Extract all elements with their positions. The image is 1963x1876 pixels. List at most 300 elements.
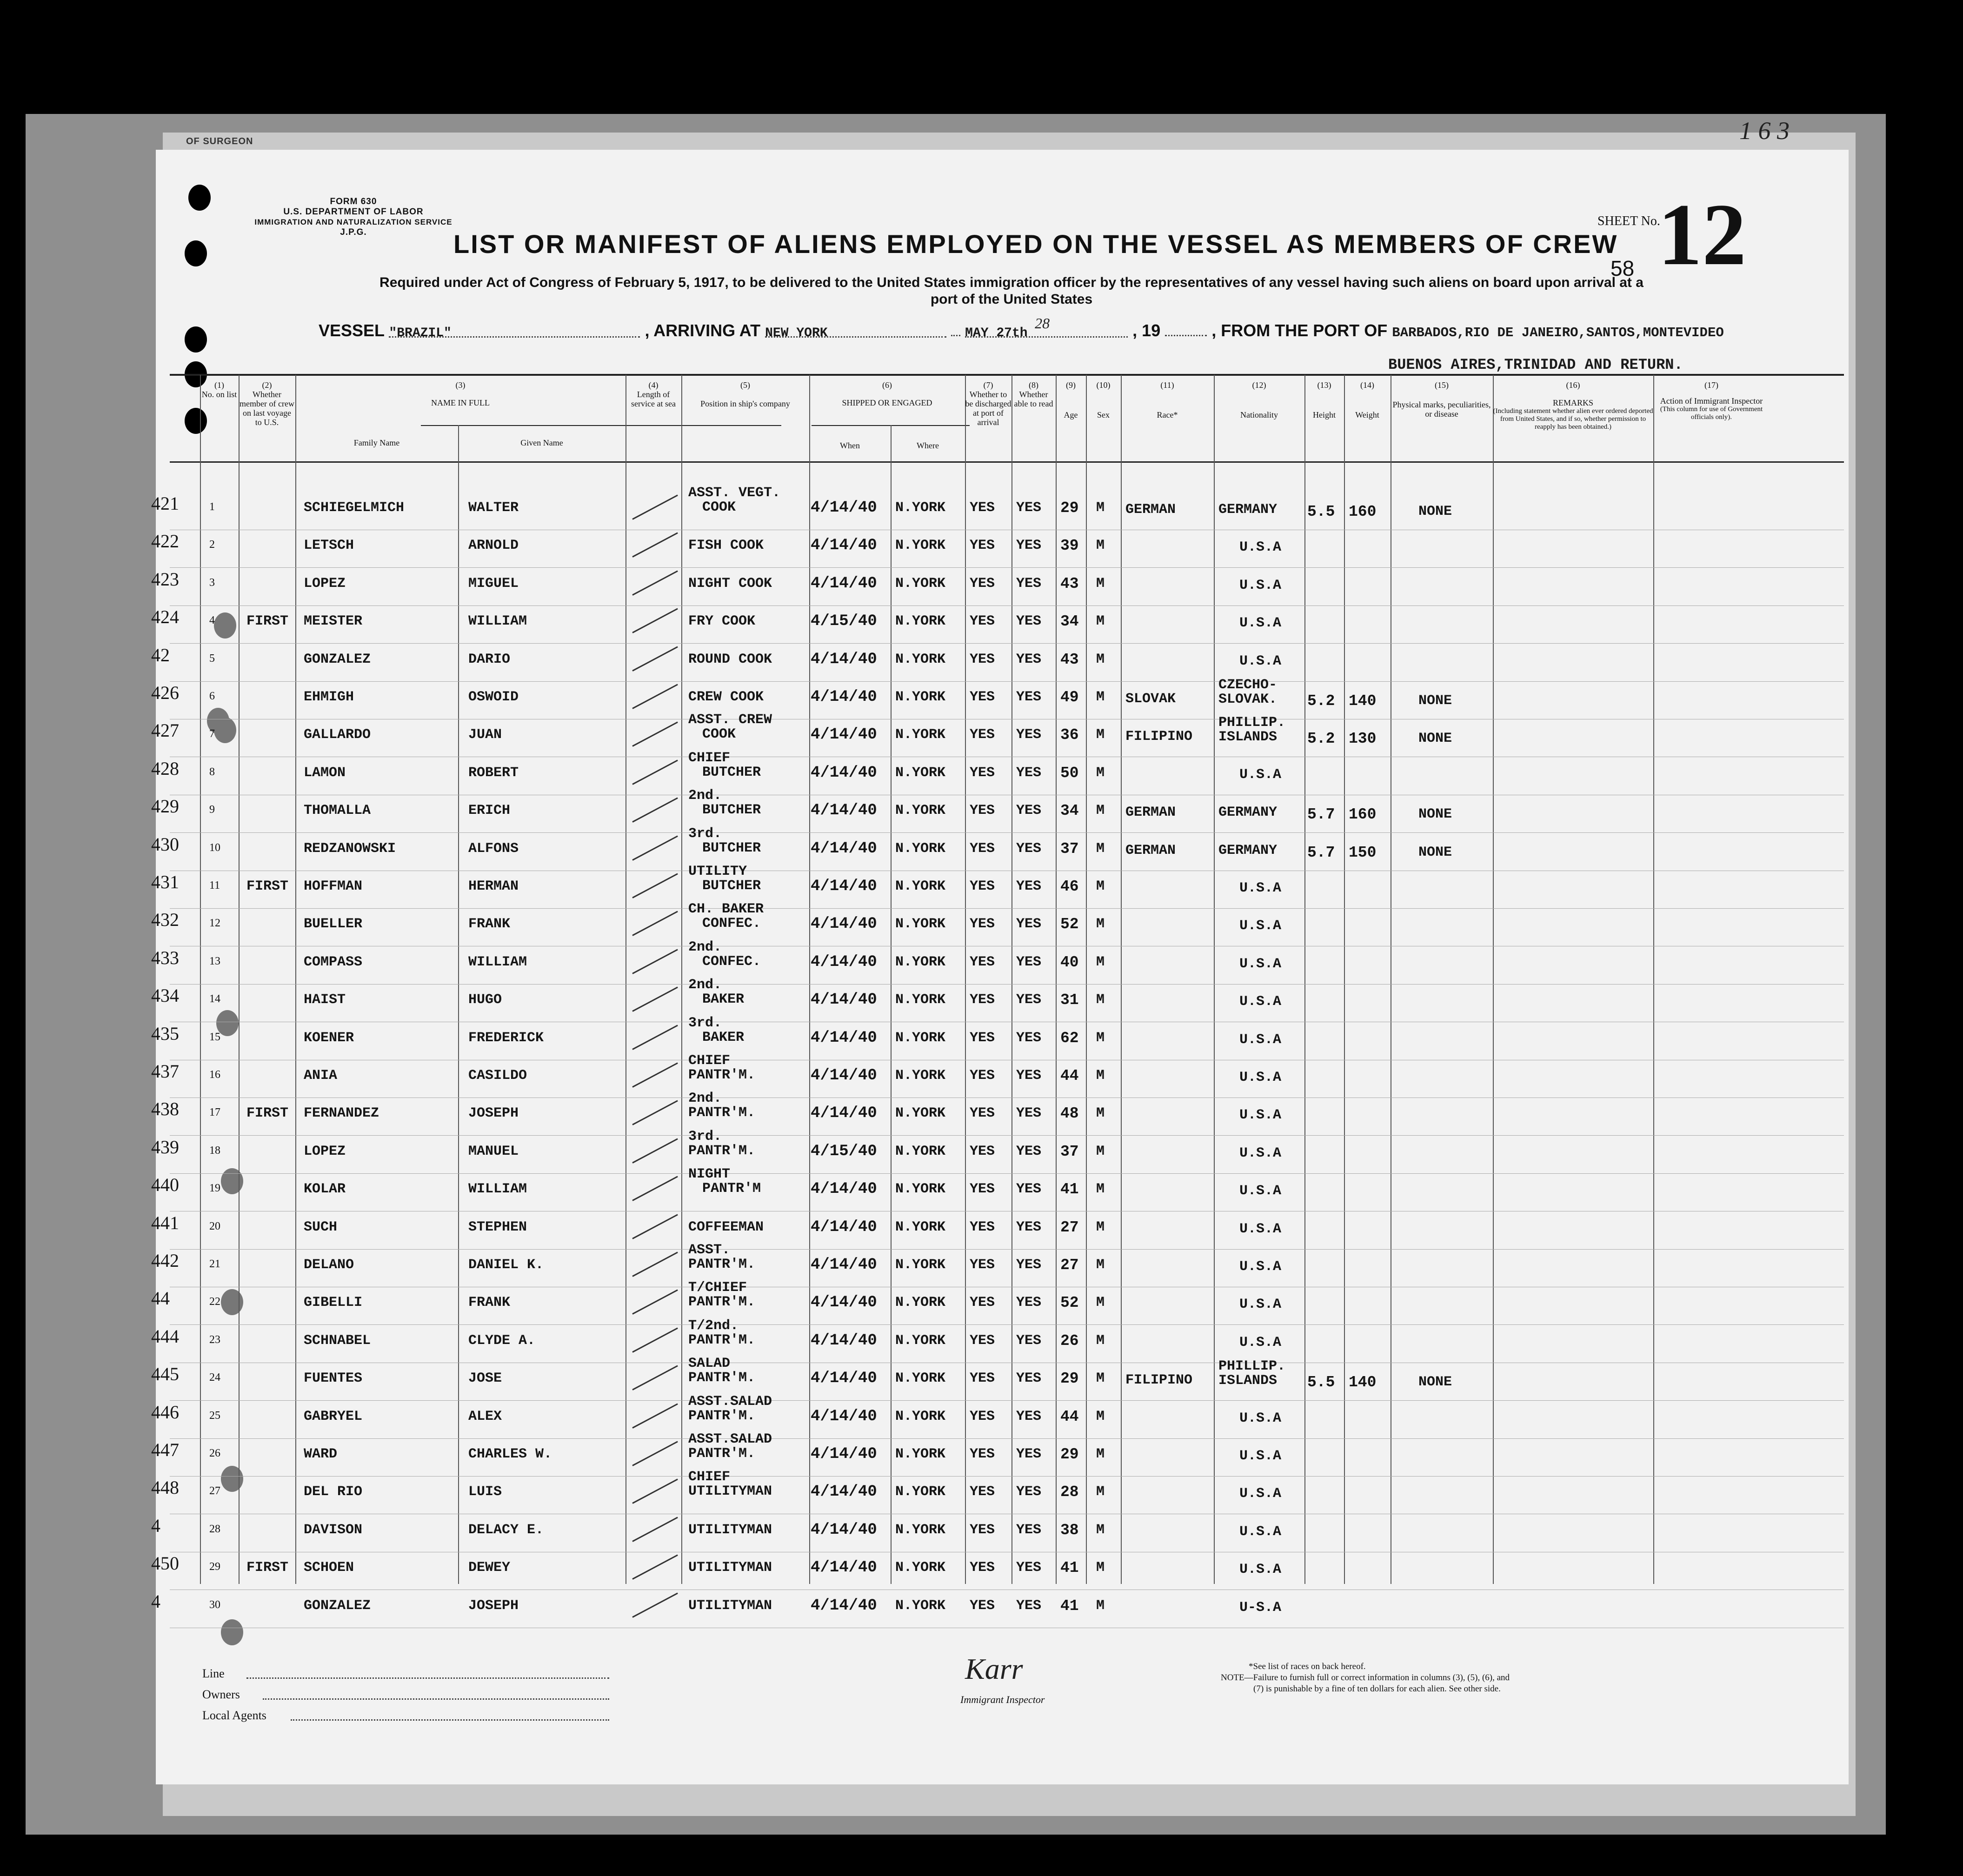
check-mark (632, 1138, 678, 1163)
shipped-where-cell: N.YORK (895, 1446, 946, 1462)
date-correction: 28 (1035, 315, 1050, 332)
discharged-cell: YES (970, 954, 995, 970)
able-to-read-cell: YES (1016, 538, 1042, 554)
able-to-read-cell: YES (1016, 689, 1042, 705)
form-initials: J.P.G. (340, 227, 367, 237)
shipped-when-cell: 4/14/40 (811, 764, 877, 782)
nationality-cell: GERMANY (1218, 842, 1278, 858)
shipped-when-cell: 4/14/40 (811, 802, 877, 820)
given-name-cell: MIGUEL (468, 575, 519, 592)
discharged-cell: YES (970, 651, 995, 667)
discharged-cell: YES (970, 1560, 995, 1576)
discharged-cell: YES (970, 765, 995, 781)
column-rule (1304, 375, 1305, 1584)
position-cell: BUTCHER (702, 878, 761, 894)
able-to-read-cell: YES (1016, 765, 1042, 781)
shipped-when-cell: 4/14/40 (811, 915, 877, 933)
position-cell: CHIEF (688, 1469, 731, 1485)
position-cell: UTILITY (688, 864, 747, 879)
position-cell: NIGHT (688, 1166, 731, 1183)
from-ports-line-2: BUENOS AIRES,TRINIDAD AND RETURN. (1388, 356, 1683, 373)
able-to-read-cell: YES (1016, 1408, 1042, 1424)
family-name-cell: DELANO (304, 1257, 354, 1273)
shipped-when-cell: 4/14/40 (811, 1294, 877, 1312)
nationality-cell: U.S.A (1239, 1070, 1282, 1085)
row-number: 20 (209, 1220, 220, 1232)
shipped-when-cell: 4/14/40 (811, 1407, 877, 1425)
given-name-cell: STEPHEN (468, 1219, 527, 1235)
position-cell: PANTR'M. (688, 1332, 756, 1348)
row-number: 27 (209, 1485, 220, 1497)
col-16-header: (16) REMARKS (Including statement whether alien ever ordered deported from United States, and if so, whether permission to reapply has been obtained.) (1493, 380, 1653, 431)
race-cell: GERMAN (1125, 502, 1176, 518)
given-name-cell: WALTER (468, 500, 519, 516)
race-cell: GERMAN (1125, 842, 1176, 858)
discharged-cell: YES (970, 992, 995, 1008)
check-mark (632, 1403, 678, 1428)
shipped-where-cell: N.YORK (895, 1408, 946, 1424)
position-cell: COOK (702, 499, 736, 515)
given-name-cell: JOSEPH (468, 1105, 519, 1122)
position-cell: COOK (702, 726, 736, 743)
top-edge-text: OF SURGEON (186, 136, 253, 146)
height-cell: 5.2 (1307, 730, 1335, 748)
weight-cell: 140 (1349, 692, 1377, 710)
discharged-cell: YES (970, 1219, 995, 1235)
shipped-when-cell: 4/14/40 (811, 726, 877, 744)
manifest-sheet (151, 150, 1849, 1784)
check-mark (632, 987, 678, 1012)
able-to-read-cell: YES (1016, 1560, 1042, 1576)
age-cell: 46 (1060, 878, 1079, 895)
shipped-where-cell: N.YORK (895, 613, 946, 630)
row-rule (170, 567, 1844, 568)
check-mark (632, 608, 678, 633)
discharged-cell: YES (970, 1597, 995, 1614)
family-name-cell: REDZANOWSKI (304, 840, 396, 857)
column-rule (458, 425, 459, 1584)
nationality-cell: ISLANDS (1218, 1373, 1278, 1389)
arrival-date (965, 315, 1128, 340)
check-mark (632, 1555, 678, 1580)
vessel-name: "BRAZIL" (389, 326, 640, 338)
nationality-cell: U.S.A (1239, 880, 1282, 896)
margin-line-number: 435 (151, 1023, 179, 1044)
check-mark (632, 722, 678, 747)
family-name-cell: EHMIGH (304, 689, 354, 705)
position-cell: PANTR'M. (688, 1294, 756, 1311)
vessel-label: VESSEL (319, 321, 385, 340)
shipped-where-cell: N.YORK (895, 1597, 946, 1614)
position-cell: 2nd. (688, 788, 722, 804)
age-cell: 41 (1060, 1597, 1079, 1615)
discharged-cell: YES (970, 575, 995, 592)
weight-cell: 150 (1349, 844, 1377, 861)
margin-line-number: 427 (151, 720, 179, 741)
given-name-cell: WILLIAM (468, 1181, 527, 1197)
nationality-cell: SLOVAK. (1218, 692, 1278, 707)
family-name-cell: DAVISON (304, 1522, 363, 1538)
family-name-cell: HAIST (304, 992, 346, 1008)
nationality-cell: U.S.A (1239, 918, 1282, 934)
given-name-cell: CASILDO (468, 1068, 527, 1084)
position-cell: ASST.SALAD (688, 1431, 772, 1447)
col-3-header: (3) NAME IN FULL (431, 380, 490, 407)
shipped-where-cell: N.YORK (895, 1030, 946, 1046)
age-cell: 52 (1060, 1294, 1079, 1312)
age-cell: 28 (1060, 1484, 1079, 1501)
last-voyage-cell: FIRST (246, 613, 289, 630)
given-name-cell: FREDERICK (468, 1030, 544, 1046)
age-cell: 37 (1060, 1143, 1079, 1160)
able-to-read-cell: YES (1016, 1597, 1042, 1614)
age-cell: 40 (1060, 953, 1079, 971)
col-1-header: (1) No. on list (201, 380, 237, 399)
shipped-when-cell: 4/14/40 (811, 991, 877, 1009)
shipped-when-cell: 4/14/40 (811, 953, 877, 971)
position-cell: COFFEEMAN (688, 1219, 764, 1235)
weight-cell: 140 (1349, 1374, 1377, 1391)
position-cell: ROUND COOK (688, 651, 772, 667)
age-cell: 44 (1060, 1408, 1079, 1425)
last-voyage-cell: FIRST (246, 1105, 289, 1122)
margin-line-number: 4 (151, 1590, 160, 1612)
race-cell: GERMAN (1125, 805, 1176, 821)
row-number: 10 (209, 841, 220, 854)
margin-line-number: 441 (151, 1212, 179, 1233)
discharged-cell: YES (970, 1484, 995, 1500)
row-number: 15 (209, 1031, 220, 1043)
row-rule (170, 1476, 1844, 1477)
sex-cell: M (1096, 878, 1105, 894)
row-number: 14 (209, 993, 220, 1005)
row-rule (170, 1135, 1844, 1136)
when-header: When (840, 441, 860, 450)
position-cell: 3rd. (688, 1128, 722, 1144)
position-cell: UTILITYMAN (688, 1597, 772, 1614)
family-name-cell: COMPASS (304, 954, 363, 970)
line-field (246, 1677, 609, 1679)
col-12-header: (12) Nationality (1240, 380, 1278, 419)
shipped-when-cell: 4/14/40 (811, 537, 877, 555)
inspector-label: Immigrant Inspector (960, 1694, 1045, 1705)
able-to-read-cell: YES (1016, 1446, 1042, 1462)
row-number: 22 (209, 1296, 220, 1308)
age-cell: 29 (1060, 499, 1079, 517)
col-13-header: (13) Height (1313, 380, 1336, 419)
nationality-cell: U.S.A (1239, 1259, 1282, 1275)
family-name-cell: MEISTER (304, 613, 363, 630)
position-cell: 2nd. (688, 1091, 722, 1107)
row-rule (170, 643, 1844, 644)
position-cell: 3rd. (688, 1015, 722, 1031)
row-rule (170, 1173, 1844, 1174)
family-name-cell: BUELLER (304, 916, 363, 932)
check-mark (632, 646, 678, 671)
family-name-cell: GONZALEZ (304, 651, 371, 667)
punch-hole (214, 612, 236, 639)
check-mark (632, 1176, 678, 1201)
row-number: 3 (209, 576, 215, 589)
service-name: IMMIGRATION AND NATURALIZATION SERVICE (254, 218, 452, 226)
nationality-cell: U.S.A (1239, 1562, 1282, 1578)
col-7-header: (7) Whether to be discharged at port of arrival (965, 380, 1011, 427)
col-4-header: (4) Length of service at sea (631, 380, 676, 408)
check-mark (632, 1592, 678, 1617)
weight-cell: 160 (1349, 806, 1377, 824)
punch-hole (214, 717, 236, 743)
sex-cell: M (1096, 1332, 1105, 1349)
shipped-when-cell: 4/14/40 (811, 1218, 877, 1236)
nationality-cell: U.S.A (1239, 994, 1282, 1010)
punch-hole (221, 1168, 243, 1194)
nationality-cell: U.S.A (1239, 1486, 1282, 1502)
shipped-when-cell: 4/14/40 (811, 650, 877, 668)
handwritten-number: 58 (1610, 256, 1635, 280)
age-cell: 27 (1060, 1218, 1079, 1236)
position-cell: PANTR'M. (688, 1257, 756, 1272)
margin-line-number: 448 (151, 1477, 179, 1498)
column-rule (1086, 375, 1087, 1584)
position-cell: T/2nd. (688, 1317, 739, 1334)
nationality-cell: U.S.A (1239, 1145, 1282, 1161)
shipped-when-cell: 4/15/40 (811, 1142, 877, 1160)
nationality-cell: U.S.A (1239, 1183, 1282, 1199)
position-cell: BAKER (702, 1029, 745, 1045)
col-2-header: (2) Whether member of crew on last voyage to U.S. (240, 380, 294, 427)
position-cell: ASST.SALAD (688, 1393, 772, 1410)
given-name-cell: HERMAN (468, 878, 519, 894)
height-cell: 5.2 (1307, 692, 1335, 710)
given-name-cell: DELACY E. (468, 1522, 544, 1538)
column-rule (1344, 375, 1345, 1584)
sex-cell: M (1096, 1522, 1105, 1538)
discharged-cell: YES (970, 500, 995, 516)
age-cell: 49 (1060, 689, 1079, 706)
position-cell: CREW COOK (688, 689, 764, 705)
margin-line-number: 430 (151, 833, 179, 855)
margin-line-number: 44 (151, 1288, 170, 1309)
family-name-cell: FERNANDEZ (304, 1105, 379, 1122)
given-name-cell: ROBERT (468, 765, 519, 781)
age-cell: 41 (1060, 1559, 1079, 1577)
shipped-where-cell: N.YORK (895, 689, 946, 705)
given-name-cell: CLYDE A. (468, 1332, 536, 1349)
nationality-cell: U.S.A (1239, 766, 1282, 783)
sex-cell: M (1096, 613, 1105, 630)
discharged-cell: YES (970, 689, 995, 705)
able-to-read-cell: YES (1016, 1370, 1042, 1387)
family-name-cell: FUENTES (304, 1370, 363, 1387)
punch-hole (221, 1289, 243, 1315)
position-cell: CHIEF (688, 750, 731, 766)
punch-hole (221, 1466, 243, 1492)
position-cell: CONFEC. (702, 953, 761, 970)
position-cell: BUTCHER (702, 764, 761, 780)
where-header: Where (917, 441, 939, 450)
shipped-where-cell: N.YORK (895, 500, 946, 516)
family-name-cell: SUCH (304, 1219, 338, 1235)
family-name-cell: LOPEZ (304, 1143, 346, 1159)
height-cell: 5.7 (1307, 844, 1335, 861)
given-name-cell: ARNOLD (468, 538, 519, 554)
sex-cell: M (1096, 1068, 1105, 1084)
row-rule (170, 1324, 1844, 1325)
shipped-when-cell: 4/14/40 (811, 1445, 877, 1463)
row-number: 4 (209, 614, 215, 627)
position-cell: FRY COOK (688, 613, 756, 630)
position-cell: PANTR'M. (688, 1370, 756, 1386)
row-number: 21 (209, 1258, 220, 1270)
shipped-when-cell: 4/14/40 (811, 1521, 877, 1539)
shipped-when-cell: 4/14/40 (811, 1559, 877, 1577)
column-rule (239, 375, 240, 1584)
able-to-read-cell: YES (1016, 575, 1042, 592)
given-name-cell: WILLIAM (468, 613, 527, 630)
punch-hole (185, 326, 207, 353)
page-title: LIST OR MANIFEST OF ALIENS EMPLOYED ON THE VESSEL AS MEMBERS OF CREW (453, 229, 1618, 259)
position-cell: NIGHT COOK (688, 575, 772, 592)
margin-line-number: 422 (151, 531, 179, 552)
check-mark (632, 1365, 678, 1390)
position-cell: SALAD (688, 1356, 731, 1372)
shipped-where-cell: N.YORK (895, 727, 946, 743)
able-to-read-cell: YES (1016, 651, 1042, 667)
shipped-where-cell: N.YORK (895, 992, 946, 1008)
family-name-cell: GIBELLI (304, 1295, 363, 1311)
shipped-where-cell: N.YORK (895, 1143, 946, 1159)
column-rule (295, 375, 296, 1584)
shipped-when-cell: 4/14/40 (811, 1067, 877, 1084)
position-cell: 2nd. (688, 939, 722, 955)
margin-line-number: 4 (151, 1515, 160, 1536)
position-cell: CONFEC. (702, 916, 761, 932)
family-name-cell: LOPEZ (304, 575, 346, 592)
height-cell: 5.5 (1307, 1374, 1335, 1391)
position-cell: PANTR'M. (688, 1143, 756, 1159)
margin-line-number: 428 (151, 758, 179, 779)
sex-cell: M (1096, 803, 1105, 819)
shipped-when-cell: 4/14/40 (811, 1029, 877, 1047)
punch-hole (221, 1619, 243, 1645)
race-cell: FILIPINO (1125, 1372, 1193, 1389)
shipped-where-cell: N.YORK (895, 651, 946, 667)
sex-cell: M (1096, 1370, 1105, 1387)
able-to-read-cell: YES (1016, 916, 1042, 932)
family-name-cell: DEL RIO (304, 1484, 363, 1500)
age-cell: 31 (1060, 991, 1079, 1009)
check-mark (632, 759, 678, 785)
age-cell: 48 (1060, 1105, 1079, 1123)
check-mark (632, 911, 678, 936)
age-cell: 34 (1060, 802, 1079, 820)
sex-cell: M (1096, 1181, 1105, 1197)
age-cell: 39 (1060, 537, 1079, 555)
position-cell: UTILITYMAN (688, 1560, 772, 1576)
age-cell: 34 (1060, 613, 1079, 631)
sex-cell: M (1096, 651, 1105, 667)
check-mark (632, 1479, 678, 1504)
margin-line-number: 421 (151, 493, 179, 514)
physical-marks-cell: NONE (1418, 1374, 1452, 1390)
given-name-header: Given Name (520, 438, 563, 447)
row-rule (170, 1400, 1844, 1401)
margin-line-number: 423 (151, 568, 179, 590)
able-to-read-cell: YES (1016, 1484, 1042, 1500)
col-5-header: (5) Position in ship's company (700, 380, 790, 408)
check-mark (632, 1327, 678, 1352)
col-10-header: (10) Sex (1096, 380, 1111, 419)
given-name-cell: ALFONS (468, 840, 519, 857)
margin-line-number: 438 (151, 1098, 179, 1120)
arriving-label: , ARRIVING AT (645, 321, 761, 340)
col-9-header: (9) Age (1064, 380, 1078, 419)
sex-cell: M (1096, 689, 1105, 705)
check-mark (632, 798, 678, 823)
given-name-cell: ALEX (468, 1408, 502, 1424)
age-cell: 29 (1060, 1446, 1079, 1463)
nationality-cell: U.S.A (1239, 577, 1282, 593)
nationality-cell: U.S.A (1239, 1107, 1282, 1124)
margin-line-number: 429 (151, 796, 179, 817)
race-note: *See list of races on back hereof. (1249, 1662, 1366, 1671)
position-cell: ASST. CREW (688, 712, 772, 728)
shipped-when-cell: 4/14/40 (811, 574, 877, 592)
given-name-cell: LUIS (468, 1484, 502, 1500)
physical-marks-cell: NONE (1418, 504, 1452, 519)
discharged-cell: YES (970, 1181, 995, 1197)
discharged-cell: YES (970, 1446, 995, 1462)
age-cell: 44 (1060, 1067, 1079, 1084)
able-to-read-cell: YES (1016, 1522, 1042, 1538)
department-name: U.S. DEPARTMENT OF LABOR (283, 207, 424, 217)
row-rule (170, 1438, 1844, 1439)
age-cell: 26 (1060, 1332, 1079, 1350)
shipped-where-cell: N.YORK (895, 1332, 946, 1349)
nationality-cell: U.S.A (1239, 1221, 1282, 1237)
nationality-cell: CZECHO- (1218, 677, 1278, 693)
given-name-cell: OSWOID (468, 689, 519, 705)
table-top-rule (170, 374, 1844, 376)
physical-marks-cell: NONE (1418, 806, 1452, 823)
row-number: 28 (209, 1523, 220, 1535)
nationality-cell: U.S.A (1239, 1523, 1282, 1540)
given-name-cell: ERICH (468, 803, 511, 819)
row-number: 2 (209, 539, 215, 551)
age-cell: 37 (1060, 840, 1079, 858)
able-to-read-cell: YES (1016, 954, 1042, 970)
position-cell: PANTR'M. (688, 1067, 756, 1083)
owners-field (263, 1698, 609, 1700)
shipped-where-cell: N.YORK (895, 765, 946, 781)
shipped-where-cell: N.YORK (895, 1181, 946, 1197)
fine-note-line-1: NOTE—Failure to furnish full or correct information in columns (3), (5), (6), and (1221, 1673, 1510, 1683)
check-mark (632, 684, 678, 709)
discharged-cell: YES (970, 1370, 995, 1387)
position-cell: BUTCHER (702, 840, 761, 856)
col-11-header: (11) Race* (1157, 380, 1178, 419)
discharged-cell: YES (970, 538, 995, 554)
arrival-date-typed: MAY 27th (965, 326, 1028, 340)
discharged-cell: YES (970, 916, 995, 932)
sex-cell: M (1096, 916, 1105, 932)
sex-cell: M (1096, 1446, 1105, 1462)
col-6-header: (6) SHIPPED OR ENGAGED (842, 380, 932, 407)
able-to-read-cell: YES (1016, 840, 1042, 857)
check-mark (632, 1024, 678, 1050)
position-cell: 2nd. (688, 977, 722, 993)
sheet-label: SHEET No. (1597, 214, 1660, 228)
